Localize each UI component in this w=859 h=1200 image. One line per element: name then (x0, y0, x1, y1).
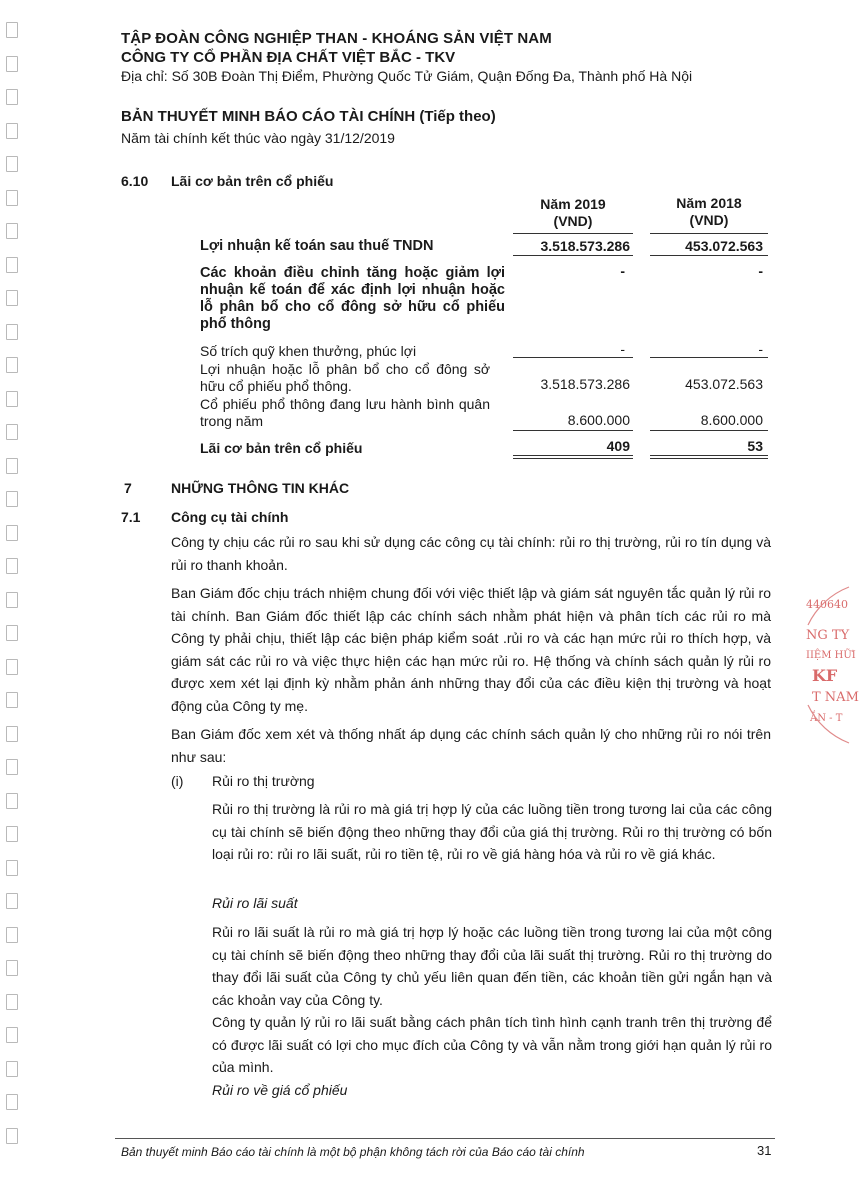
paragraph: Ban Giám đốc chịu trách nhiệm chung đối với việc thiết lập và giám sát nguyên tắc quản lý rủi ro tài chính. Ban Giám đốc thiết lập các chính sách nhằm phát hiện và phân tích các rủi ro mà Công ty phải chịu, thiết lập các biện pháp kiểm soát .rủi ro và các hạn mức rủi ro thích hợp, và giám sát các rủi ro và việc thực hiện các hạn mức rủi ro. Hệ thống và chính sách quản lý rủi ro được xem xét lại định kỳ nhằm phản ánh những thay đổi của các điều kiện thị trường và hoạt động của Công ty mẹ. (171, 585, 771, 714)
item-number: (i) (171, 773, 184, 789)
company-name: CÔNG TY CỔ PHẦN ĐỊA CHẤT VIỆT BẮC - TKV (121, 49, 456, 66)
row-label: Lãi cơ bản trên cổ phiếu (200, 440, 363, 456)
binder-hole (6, 826, 18, 842)
double-underline (513, 455, 633, 459)
binder-hole (6, 558, 18, 574)
row-value-2018: - (758, 263, 763, 279)
column-header-2019: Năm 2019 (VND) (540, 196, 606, 229)
row-label: Các khoản điều chỉnh tăng hoặc giảm lợi nhuận kế toán để xác định lợi nhuận hoặc lỗ phân bổ cho cổ đông sở hữu cổ phiếu phổ thông (200, 265, 505, 332)
section-number: 7.1 (121, 509, 141, 525)
binder-hole (6, 257, 18, 273)
row-value-2018: 8.600.000 (700, 412, 763, 428)
paragraph: Rủi ro lãi suất là rủi ro mà giá trị hợp lý hoặc các luồng tiền trong tương lai của một công cụ tài chính sẽ biến động theo những thay đổi của lãi suất thị trường. Rủi ro thị trường do thay đổi lãi suất của Công ty chủ yếu liên quan đến tiền, các khoản tiền gửi ngắn hạn và các khoản vay của Công ty. (212, 924, 772, 1008)
stamp-fragment: NG TY (806, 628, 850, 643)
row-value-2018: 53 (747, 438, 763, 454)
binder-hole (6, 726, 18, 742)
binder-hole (6, 89, 18, 105)
binder-hole (6, 893, 18, 909)
row-value-2018: - (758, 341, 763, 357)
stamp-fragment: ẮN - T (810, 713, 843, 724)
row-value-2019: 8.600.000 (567, 412, 630, 428)
binder-hole (6, 56, 18, 72)
binder-hole (6, 994, 18, 1010)
binder-hole (6, 659, 18, 675)
binder-hole (6, 424, 18, 440)
underline (513, 357, 633, 358)
binder-hole (6, 391, 18, 407)
column-header-2018: Năm 2018 (VND) (676, 195, 742, 228)
row-value-2019: 409 (606, 438, 630, 454)
binder-hole (6, 123, 18, 139)
underline (650, 357, 768, 358)
group-name: TẬP ĐOÀN CÔNG NGHIỆP THAN - KHOÁNG SẢN VIỆT NAM (121, 30, 552, 47)
section-number: 7 (124, 480, 132, 496)
stamp-fragment: 440640 (806, 598, 848, 611)
item-title: Rủi ro thị trường (212, 773, 315, 789)
underline (513, 430, 633, 431)
paragraph: Rủi ro thị trường là rủi ro mà giá trị hợp lý của các luồng tiền trong tương lai của các công cụ tài chính sẽ biến động theo những thay đổi của giá thị trường. Rủi ro thị trường có bốn loại rủi ro: rủi ro lãi suất, rủi ro tiền tệ, rủi ro về giá hàng hóa và rủi ro về giá khác. (212, 801, 772, 862)
stamp-fragment: T NAM (812, 690, 859, 705)
binder-hole (6, 458, 18, 474)
row-label: Lợi nhuận hoặc lỗ phân bổ cho cổ đông sở hữu cổ phiếu phổ thông. (200, 361, 490, 394)
document-title: BẢN THUYẾT MINH BÁO CÁO TÀI CHÍNH (Tiếp theo) (121, 108, 496, 125)
binder-hole (6, 692, 18, 708)
section-title: Công cụ tài chính (171, 509, 289, 525)
section-number: 6.10 (121, 173, 149, 189)
binder-hole (6, 223, 18, 239)
footer-note: Bản thuyết minh Báo cáo tài chính là một bộ phận không tách rời của Báo cáo tài chính (121, 1145, 585, 1159)
company-address: Địa chỉ: Số 30B Đoàn Thị Điểm, Phường Quốc Tử Giám, Quận Đống Đa, Thành phố Hà Nội (121, 68, 693, 84)
binder-hole (6, 1094, 18, 1110)
binder-hole (6, 525, 18, 541)
binder-hole (6, 290, 18, 306)
paragraph: Công ty chịu các rủi ro sau khi sử dụng các công cụ tài chính: rủi ro thị trường, rủi ro tín dụng và rủi ro thanh khoản. (171, 534, 771, 573)
footer-rule (115, 1138, 775, 1139)
binder-hole (6, 625, 18, 641)
underline (650, 255, 768, 256)
binder-hole (6, 491, 18, 507)
underline (650, 430, 768, 431)
document-subtitle: Năm tài chính kết thúc vào ngày 31/12/2019 (121, 130, 395, 146)
underline (513, 233, 633, 234)
binder-hole (6, 592, 18, 608)
subheading: Rủi ro lãi suất (212, 895, 298, 911)
underline (650, 233, 768, 234)
row-label: Số trích quỹ khen thưởng, phúc lợi (200, 343, 417, 359)
paragraph: Ban Giám đốc xem xét và thống nhất áp dụng các chính sách quản lý cho những rủi ro nói trên như sau: (171, 726, 771, 765)
row-value-2019: - (620, 341, 625, 357)
binder-hole (6, 357, 18, 373)
binder-hole (6, 156, 18, 172)
binder-hole (6, 759, 18, 775)
binder-hole (6, 190, 18, 206)
row-value-2018: 453.072.563 (685, 238, 763, 254)
double-underline (650, 455, 768, 459)
binder-hole (6, 927, 18, 943)
binder-hole (6, 793, 18, 809)
stamp-fragment: KF (812, 666, 838, 685)
binder-hole (6, 324, 18, 340)
row-value-2019: 3.518.573.286 (540, 376, 630, 392)
row-label: Cổ phiếu phổ thông đang lưu hành bình quân trong năm (200, 396, 490, 429)
row-value-2019: 3.518.573.286 (540, 238, 630, 254)
row-label: Lợi nhuận kế toán sau thuế TNDN (200, 238, 434, 254)
subheading: Rủi ro về giá cổ phiếu (212, 1082, 348, 1098)
binder-hole (6, 1128, 18, 1144)
binder-hole (6, 1027, 18, 1043)
row-value-2018: 453.072.563 (685, 376, 763, 392)
paragraph: Công ty quản lý rủi ro lãi suất bằng cách phân tích tình hình cạnh tranh trên thị trường để có được lãi suất có lợi cho mục đích của Công ty và vẫn nằm trong giới hạn quản lý rủi ro của mình. (212, 1014, 772, 1075)
row-value-2019: - (620, 263, 625, 279)
binder-hole (6, 960, 18, 976)
section-title: Lãi cơ bản trên cổ phiếu (171, 173, 334, 189)
binder-hole (6, 860, 18, 876)
binder-hole (6, 1061, 18, 1077)
stamp-border (800, 585, 856, 745)
page-number: 31 (757, 1143, 772, 1158)
underline (513, 255, 633, 256)
section-title: NHỮNG THÔNG TIN KHÁC (171, 480, 350, 496)
stamp-fragment: IIỆM HỮI (806, 650, 856, 661)
binder-hole (6, 22, 18, 38)
